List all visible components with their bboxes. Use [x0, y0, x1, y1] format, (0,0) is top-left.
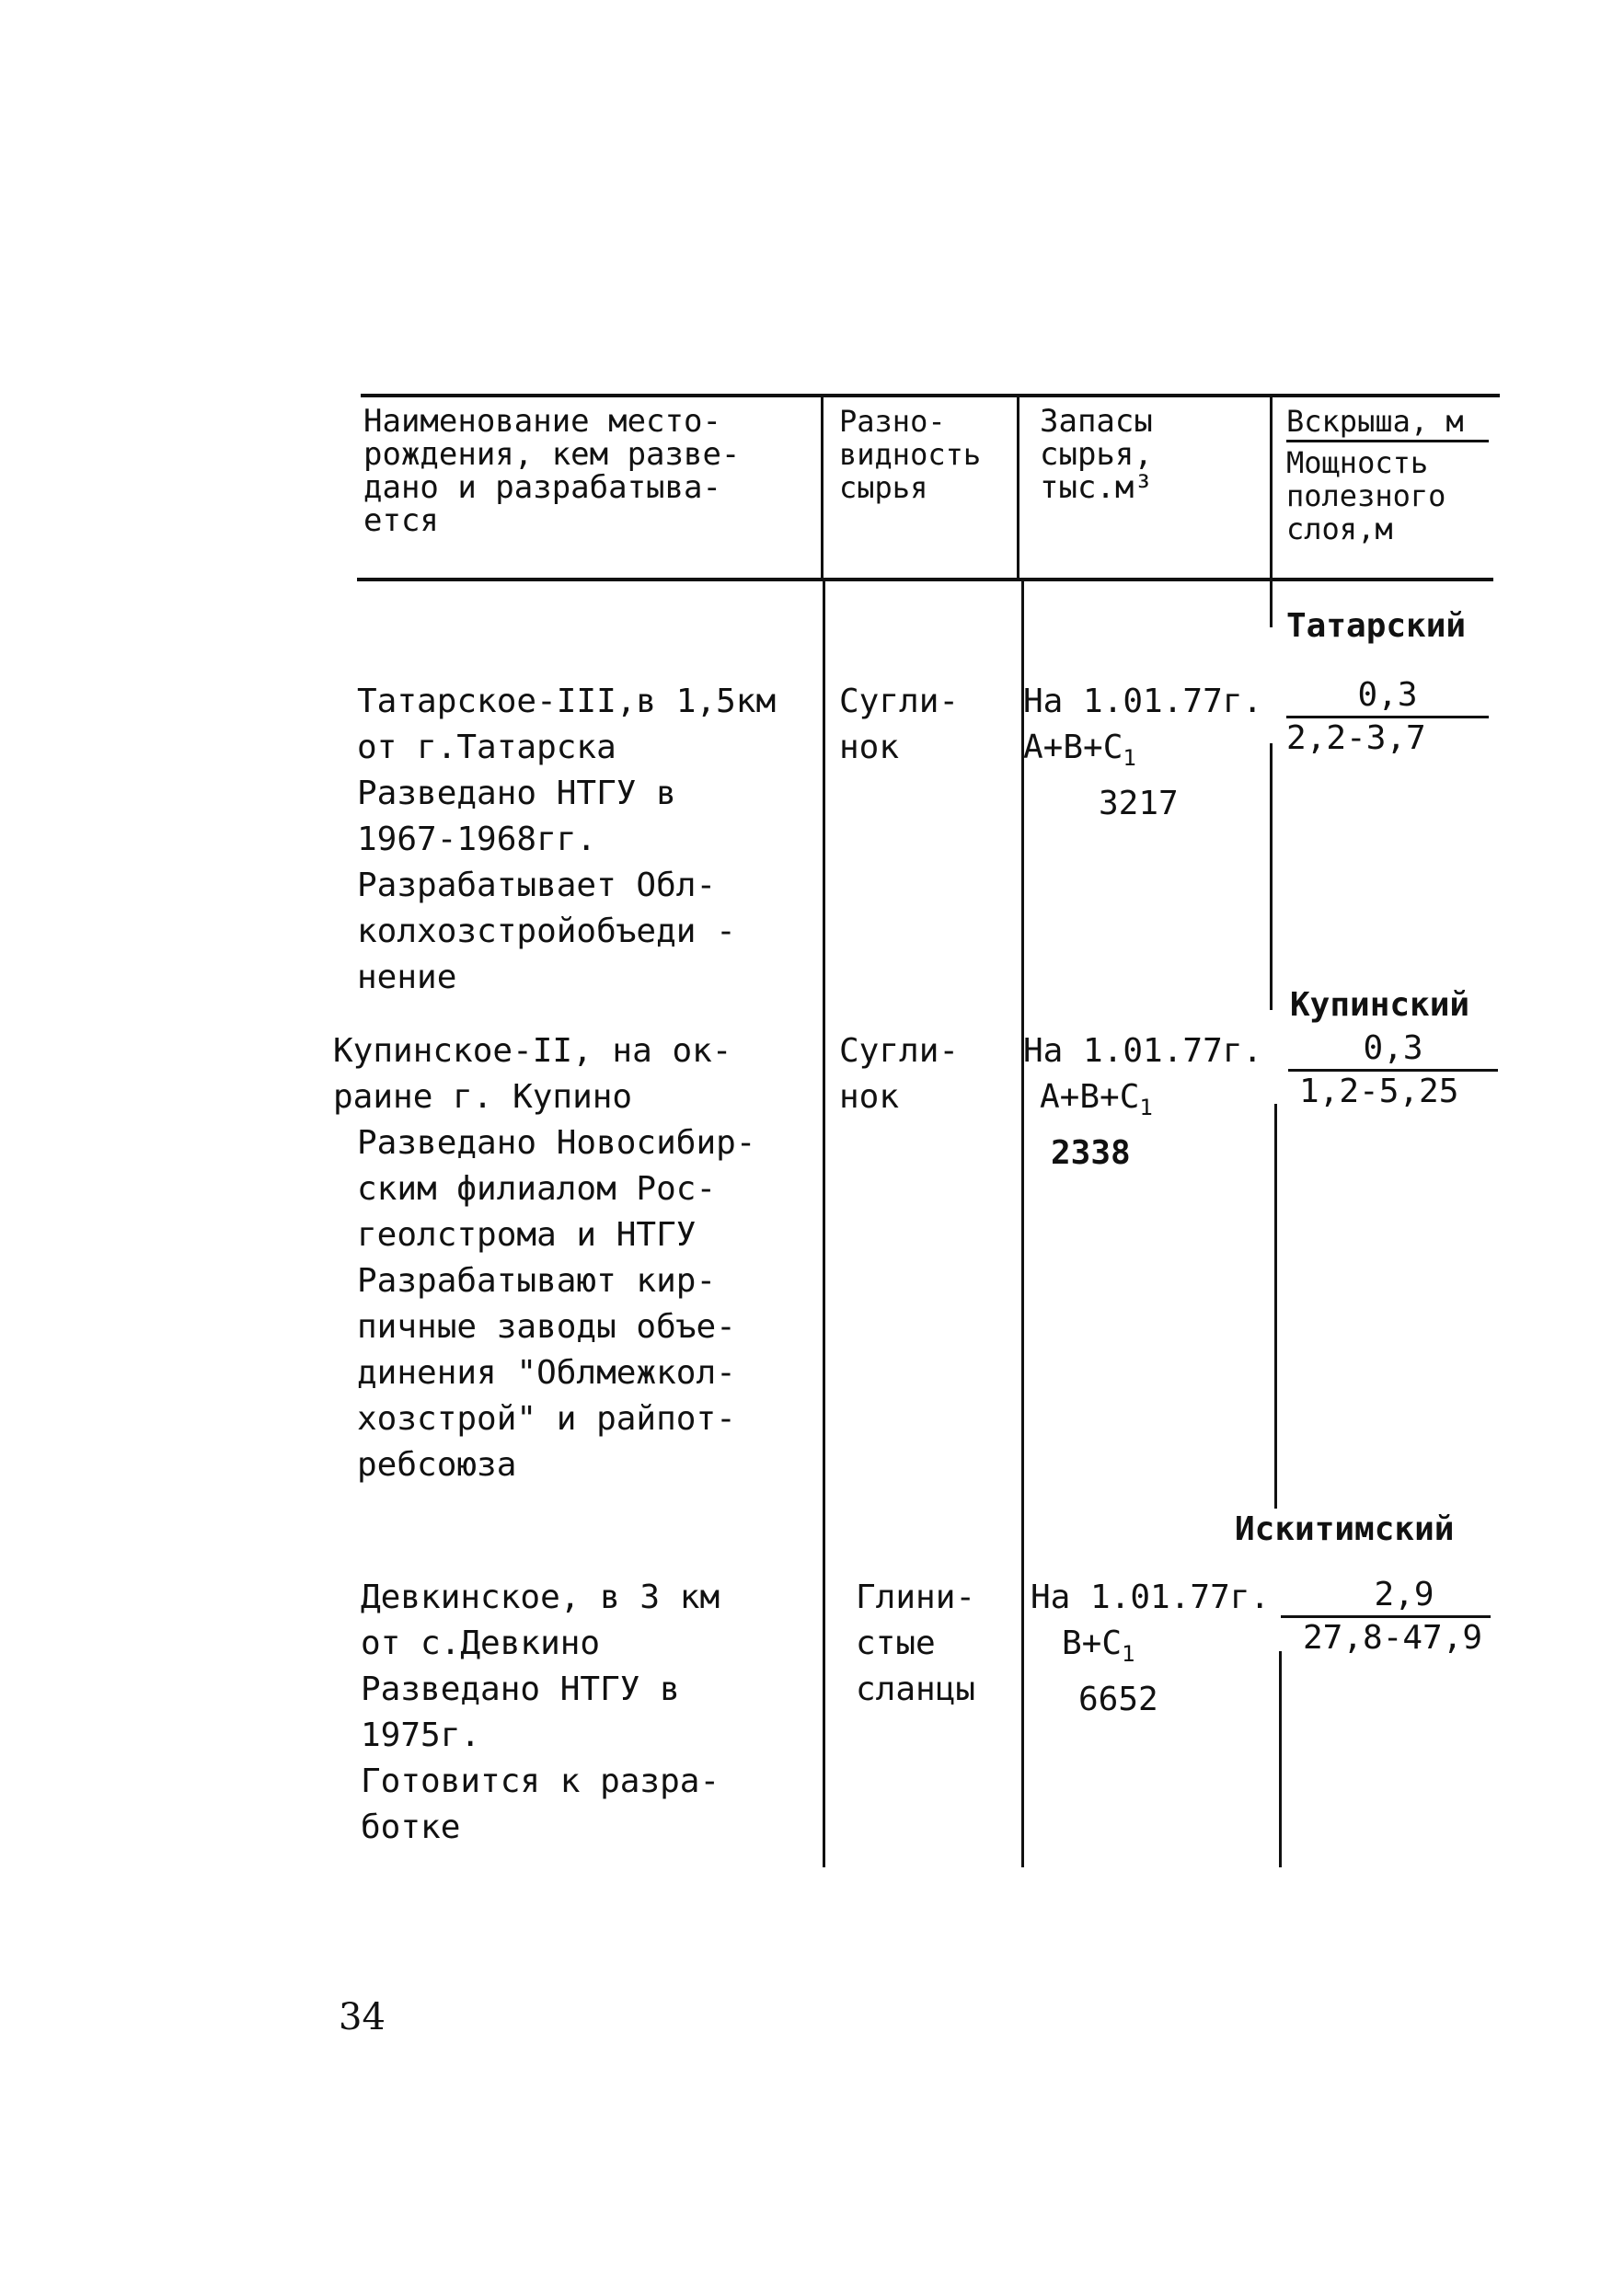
reserves-value: 2338: [1051, 1134, 1131, 1173]
deposit-line: Купинское-II, на ок-: [333, 1032, 732, 1070]
reserves-category: [1023, 725, 1262, 781]
col-divider-1-body: [823, 581, 825, 1867]
col-divider-1-header: [821, 394, 824, 578]
reserves-value: 3217: [1099, 785, 1179, 823]
deposit-line: 1975г.: [361, 1716, 481, 1754]
header-overburden-line: слоя,м: [1286, 511, 1393, 546]
reserves-category-label: В+С: [1062, 1624, 1123, 1662]
header-reserves-line: сырья,: [1040, 436, 1153, 473]
deposit-line: Разведано НТГУ в: [361, 1670, 680, 1708]
deposit-line: Татарское-III,в 1,5км: [357, 683, 777, 720]
header-overburden-cell: [1286, 405, 1489, 545]
header-overburden-top: Вскрыша, м: [1286, 405, 1489, 442]
deposit-line: Готовится к разра-: [361, 1762, 720, 1800]
deposit-line: динения "Облмежкол-: [357, 1354, 736, 1392]
header-type-line: видность: [839, 437, 982, 472]
type-cell: [839, 1028, 959, 1120]
deposit-cell: [357, 679, 776, 1001]
deposit-cell: [333, 1028, 755, 1488]
header-name-line: дано и разрабатыва-: [363, 469, 721, 506]
type-line: нок: [839, 729, 900, 766]
col-divider-2-header: [1017, 394, 1019, 578]
deposit-line: геолстрома и НТГУ: [357, 1216, 697, 1254]
deposit-line: от г.Татарска: [357, 729, 616, 766]
deposit-line: Разрабатывает Обл-: [357, 867, 717, 904]
type-line: Сугли-: [839, 683, 960, 720]
header-type-line: Разно-: [839, 404, 946, 439]
deposit-line: пичные заводы объе-: [357, 1308, 736, 1346]
region-title: Искитимский: [1235, 1510, 1455, 1548]
thickness-value: 27,8-47,9: [1303, 1619, 1483, 1657]
reserves-category-sub: 1: [1139, 1095, 1153, 1121]
type-line: Сугли-: [839, 1032, 960, 1070]
header-reserves-line: Запасы: [1040, 403, 1153, 440]
header-name-cell: [363, 405, 740, 537]
header-name-line: Наименование место-: [363, 403, 721, 440]
type-line: сланцы: [856, 1670, 976, 1708]
reserves-category-label: А+В+С: [1023, 729, 1123, 766]
col-divider-3-seg-3: [1274, 1104, 1277, 1509]
overburden-value: 0,3: [1286, 675, 1489, 718]
type-line: Глини-: [856, 1578, 976, 1616]
reserves-date: На 1.01.77г.: [1023, 683, 1263, 720]
col-divider-3-seg-1: [1270, 581, 1273, 627]
col-divider-3-seg-4: [1279, 1651, 1282, 1867]
overburden-fraction: [1288, 1028, 1498, 1112]
deposit-line: от с.Девкино: [361, 1624, 601, 1662]
deposit-line: ским филиалом Рос-: [357, 1170, 717, 1208]
deposit-line: нение: [357, 959, 457, 996]
table-top-rule: [361, 394, 1500, 397]
type-line: нок: [839, 1078, 900, 1116]
deposit-line: раине г. Купино: [333, 1078, 633, 1116]
reserves-date: На 1.01.77г.: [1031, 1578, 1271, 1616]
header-reserves-line: тыс.м³: [1040, 469, 1153, 506]
reserves-value: 6652: [1078, 1681, 1158, 1719]
overburden-fraction: [1281, 1575, 1491, 1659]
deposit-line: Разрабатывают кир-: [357, 1262, 717, 1300]
page-number: 34: [339, 1996, 386, 2038]
reserves-cell: [1031, 1575, 1270, 1723]
overburden-fraction: [1286, 675, 1489, 759]
deposit-cell: [361, 1575, 720, 1851]
reserves-category-sub: 1: [1122, 1641, 1135, 1668]
reserves-cell: [1023, 1028, 1262, 1177]
overburden-value: 0,3: [1288, 1028, 1498, 1072]
type-line: стые: [856, 1624, 936, 1662]
reserves-date: На 1.01.77г.: [1023, 1032, 1263, 1070]
header-name-line: рождения, кем разве-: [363, 436, 741, 473]
reserves-category: [1023, 1074, 1262, 1131]
region-title: Купинский: [1290, 986, 1470, 1024]
thickness-value: 1,2-5,25: [1299, 1073, 1459, 1110]
header-type-cell: [839, 405, 981, 504]
thickness-value: 2,2-3,7: [1286, 719, 1426, 757]
header-type-line: сырья: [839, 470, 928, 505]
region-title: Татарский: [1286, 607, 1467, 645]
reserves-cell: [1023, 679, 1262, 827]
header-name-line: ется: [363, 502, 439, 539]
deposit-line: ребсоюза: [357, 1446, 517, 1484]
deposit-line: Разведано Новосибир-: [357, 1124, 756, 1162]
header-reserves-cell: [1040, 405, 1153, 504]
header-overburden-line: Мощность: [1286, 445, 1429, 480]
overburden-value: 2,9: [1281, 1575, 1491, 1618]
deposit-line: Девкинское, в 3 км: [361, 1578, 720, 1616]
header-overburden-line: полезного: [1286, 478, 1446, 513]
deposit-line: хозстрой" и райпот-: [357, 1400, 736, 1438]
reserves-category-label: А+В+С: [1040, 1078, 1140, 1116]
deposit-line: ботке: [361, 1808, 461, 1846]
deposit-line: 1967-1968гг.: [357, 821, 597, 858]
deposit-line: Разведано НТГУ в: [357, 775, 676, 812]
deposit-line: колхозстройобъеди -: [357, 913, 736, 950]
reserves-category: [1031, 1621, 1270, 1677]
table-header-bottom-rule: [357, 578, 1493, 581]
type-cell: [839, 679, 959, 771]
reserves-category-sub: 1: [1123, 745, 1136, 772]
col-divider-3-seg-2: [1270, 743, 1273, 1010]
type-cell: [856, 1575, 975, 1713]
col-divider-3-header: [1270, 394, 1273, 578]
